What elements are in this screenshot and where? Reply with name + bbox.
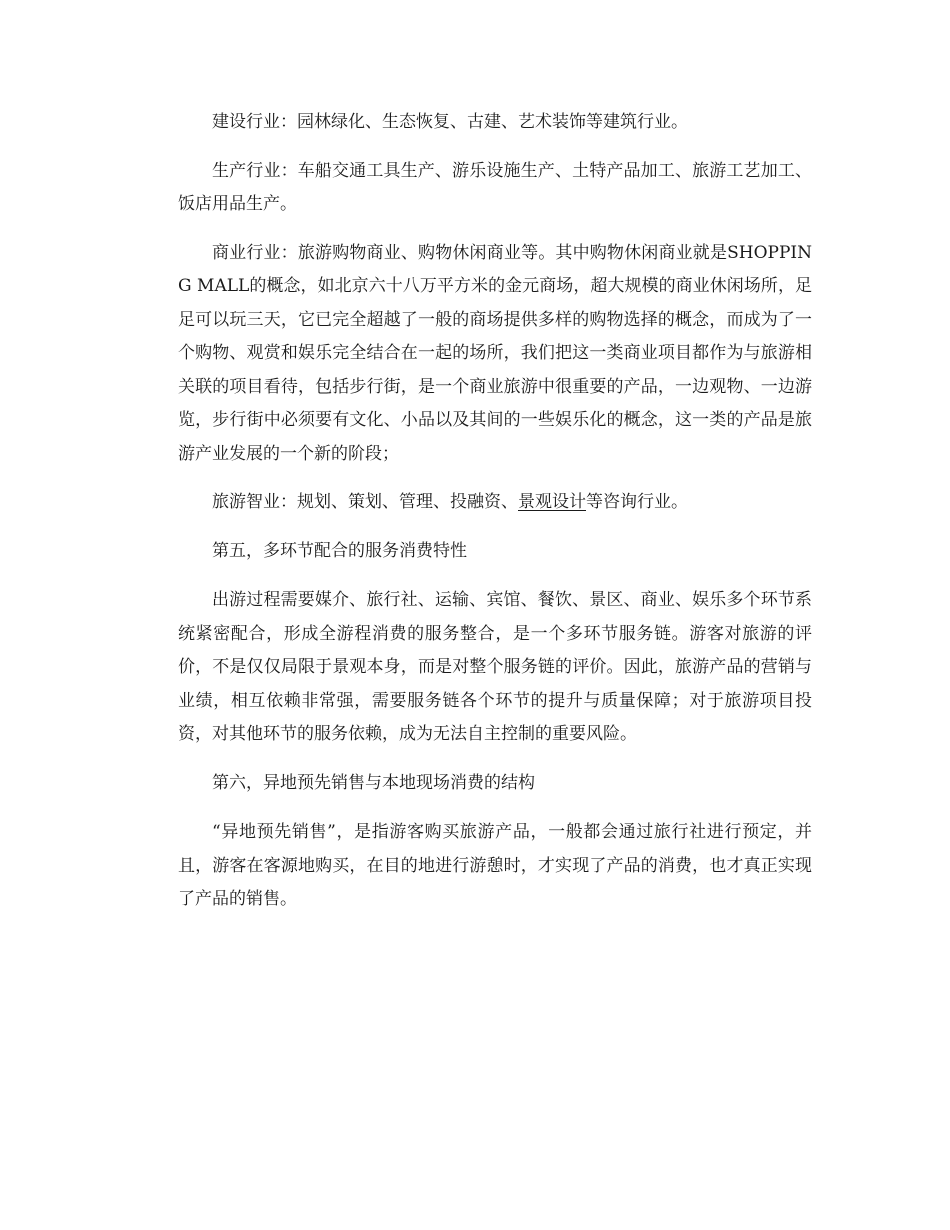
consulting-text-before: 旅游智业：规划、策划、管理、投融资、 — [212, 492, 518, 512]
document-body — [178, 106, 812, 932]
section-heading-six: 第六，异地预先销售与本地现场消费的结构 — [212, 772, 535, 793]
paragraph-production: 生产行业：车船交通工具生产、游乐设施生产、土特产品加工、旅游工艺加工、饭店用品生产。 — [178, 160, 812, 214]
landscape-design-link[interactable]: 景观设计 — [518, 492, 586, 512]
paragraph-service-chain: 出游过程需要媒介、旅行社、运输、宾馆、餐饮、景区、商业、娱乐多个环节系统紧密配合，形成全游程消费的服务整合，是一个多环节服务链。游客对旅游的评价，不是仅仅局限于景观本身，而是对整个服务链的评价。因此，旅游产品的营销与业绩，相互依赖非常强，需要服务链各个环节的提升与质量保障；对于旅游项目投资，对其他环节的服务依赖，成为无法自主控制的重要风险。 — [178, 590, 812, 744]
consulting-text-after: 等咨询行业。 — [586, 492, 688, 512]
section-heading-five: 第五，多环节配合的服务消费特性 — [212, 540, 467, 561]
paragraph-presale: “异地预先销售”，是指游客购买旅游产品，一般都会通过旅行社进行预定，并且，游客在客源地购买，在目的地进行游憩时，才实现了产品的消费，也才真正实现了产品的销售。 — [178, 822, 812, 909]
paragraph-construction: 建设行业：园林绿化、生态恢复、古建、艺术装饰等建筑行业。 — [212, 112, 688, 132]
paragraph-consulting — [178, 486, 812, 520]
paragraph-commerce: 商业行业：旅游购物商业、购物休闲商业等。其中购物休闲商业就是SHOPPING MALL的概念，如北京六十八万平方米的金元商场，超大规模的商业休闲场所，足足可以玩三天，它已完全超越了一般的商场提供多样的购物选择的概念，而成为了一个购物、观赏和娱乐完全结合在一起的场所，我们把这一类商业项目都作为与旅游相关联的项目看待，包括步行街，是一个商业旅游中很重要的产品，一边观物、一边游览，步行街中必须要有文化、小品以及其间的一些娱乐化的概念，这一类的产品是旅游产业发展的一个新的阶段； — [178, 242, 812, 464]
